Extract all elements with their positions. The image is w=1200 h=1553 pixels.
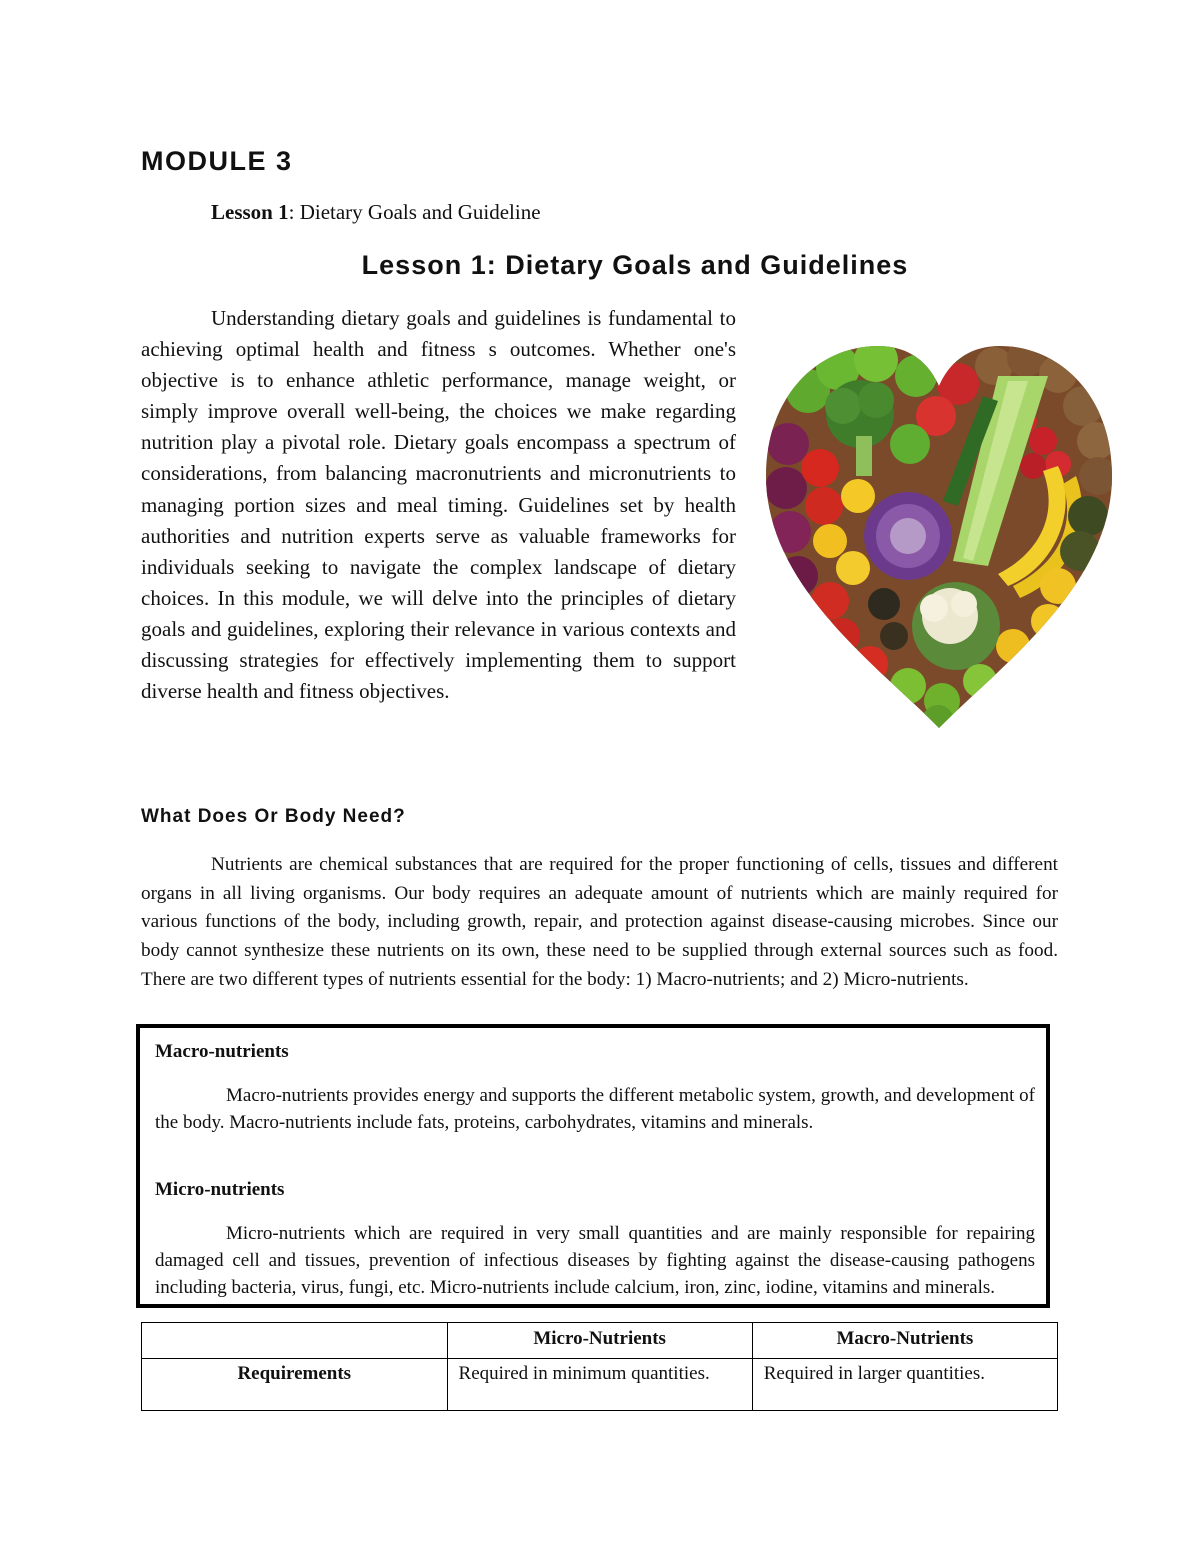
- nutrient-comparison-table: [141, 1322, 1058, 1411]
- intro-paragraph: Understanding dietary goals and guidelines is fundamental to achieving optimal health and fitness s outcomes. Whether one's objective is to enhance athletic performance, manage weight, or simply improve overall well-being, the choices we make regarding nutrition play a pivotal role. Dietary goals encompass a spectrum of considerations, from balancing macronutrients and micronutrients to managing portion sizes and meal timing. Guidelines set by health authorities and nutrition experts serve as valuable frameworks for individuals seeking to navigate the complex landscape of dietary choices. In this module, we will delve into the principles of dietary goals and guidelines, exploring their relevance in various contexts and discussing strategies for effectively implementing them to support diverse health and fitness objectives.: [141, 306, 736, 704]
- table-header-cell: Micro-Nutrients: [447, 1323, 752, 1359]
- micro-nutrients-text: Micro-nutrients which are required in very small quantities and are mainly responsible for repairing damaged cell and tissues, prevention of infectious diseases by fighting against the disease-causing pathogens including bacteria, virus, fungi, etc. Micro-nutrients include calcium, iron, zinc, iodine, vitamins and minerals.: [155, 1223, 1035, 1299]
- nutrient-info-box: [136, 1024, 1050, 1308]
- nutrients-paragraph: Nutrients are chemical substances that are required for the proper functioning of cells, tissues and different organs in all living organisms. Our body requires an adequate amount of nutrients which are mainly required for various functions of the body, including growth, repair, and protection against disease-causing microbes. Since our body cannot synthesize these nutrients on its own, these need to be supplied through external sources such as food. There are two different types of nutrients essential for the body: 1) Macro-nutrients; and 2) Micro-nutrients.: [141, 854, 1058, 990]
- table-header-row: [142, 1323, 1058, 1359]
- macro-nutrients-text: Macro-nutrients provides energy and supports the different metabolic system, growth, and development of the body. Macro-nutrients include fats, proteins, carbohydrates, vitamins and minerals.: [155, 1085, 1035, 1134]
- micro-nutrients-title: Micro-nutrients: [155, 1179, 285, 1200]
- lesson-line: [211, 200, 541, 225]
- macro-nutrients-title: Macro-nutrients: [155, 1041, 289, 1062]
- table-row-label: Requirements: [142, 1359, 448, 1411]
- lesson-heading: Lesson 1: Dietary Goals and Guidelines: [361, 250, 909, 280]
- table-cell-macro: Required in larger quantities.: [752, 1359, 1057, 1411]
- section-heading: What Does Or Body Need?: [141, 806, 406, 827]
- module-title: MODULE 3: [141, 146, 293, 176]
- table-cell-micro: Required in minimum quantities.: [447, 1359, 752, 1411]
- table-header-cell: [142, 1323, 448, 1359]
- lesson-label: Lesson 1: [211, 200, 289, 224]
- lesson-line-text: : Dietary Goals and Guideline: [288, 200, 541, 224]
- table-header-cell: Macro-Nutrients: [752, 1323, 1057, 1359]
- heart-produce-image: [758, 336, 1120, 728]
- table-row: [142, 1359, 1058, 1411]
